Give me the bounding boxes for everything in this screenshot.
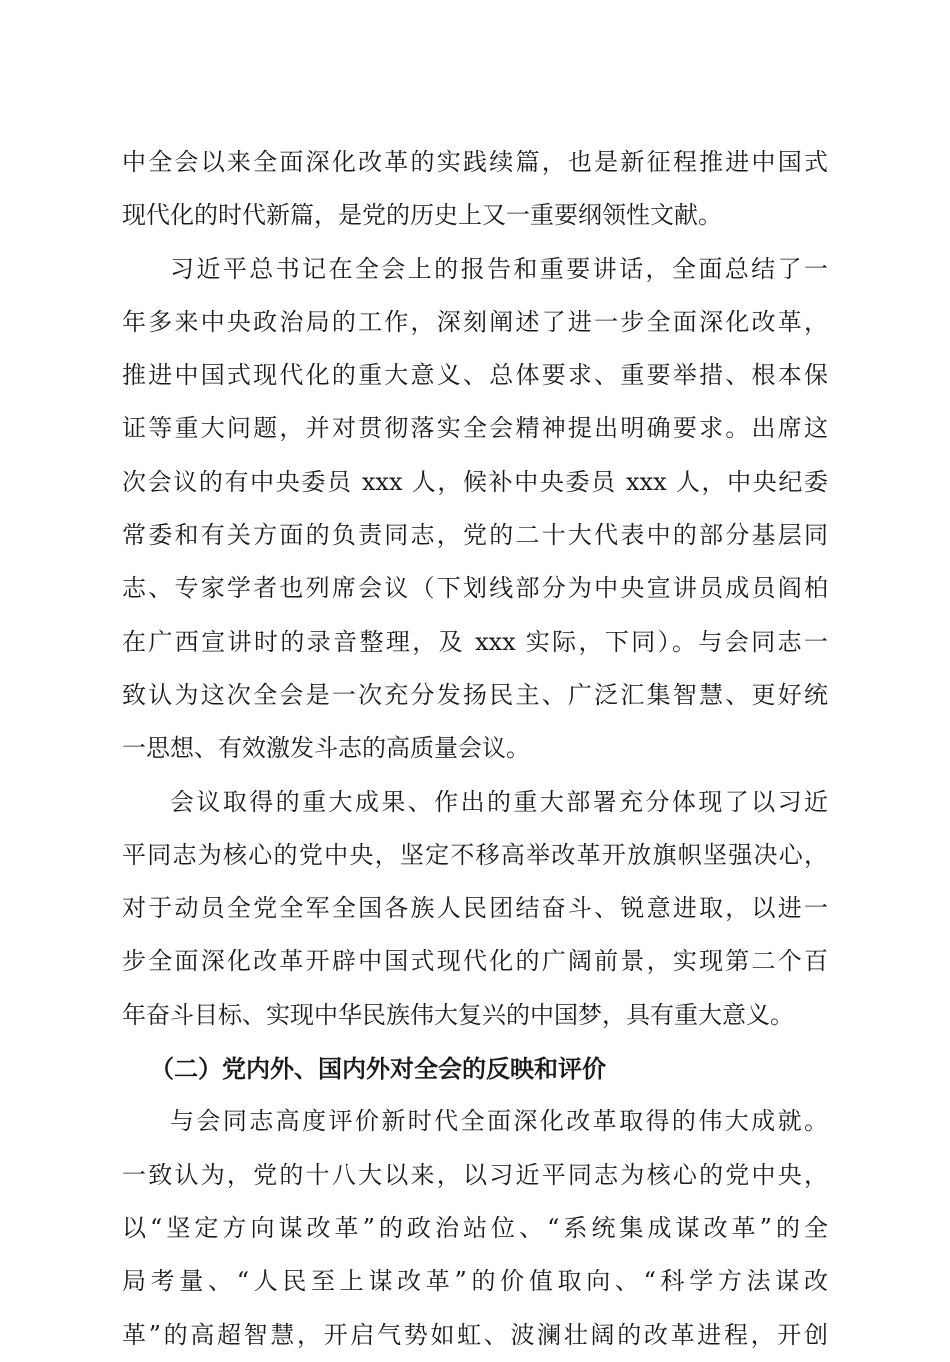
paragraph-line: 年奋斗目标、实现中华民族伟大复兴的中国梦，具有重大意义。 [122, 1000, 794, 1029]
paragraph-line: 革”的高超智慧，开启气势如虹、波澜壮阔的改革进程，开创 [122, 1320, 828, 1349]
paragraph-line: 年多来中央政治局的工作，深刻阐述了进一步全面深化改革， [122, 307, 828, 336]
paragraph-line: 一致认为，党的十八大以来，以习近平同志为核心的党中央， [122, 1160, 828, 1189]
paragraph-line: 现代化的时代新篇，是党的历史上又一重要纲领性文献。 [122, 201, 722, 230]
paragraph-line: 致认为这次全会是一次充分发扬民主、广泛汇集智慧、更好统 [122, 680, 828, 709]
paragraph-line: 推进中国式现代化的重大意义、总体要求、重要举措、根本保 [122, 361, 828, 390]
paragraph-line: 以“坚定方向谋改革”的政治站位、“系统集成谋改革”的全 [122, 1213, 828, 1242]
paragraph-line: 步全面深化改革开辟中国式现代化的广阔前景，实现第二个百 [122, 947, 828, 976]
paragraph-line: 中全会以来全面深化改革的实践续篇，也是新征程推进中国式 [122, 148, 828, 176]
paragraph-line: 证等重大问题，并对贯彻落实全会精神提出明确要求。出席这 [122, 414, 828, 443]
paragraph-line: 常委和有关方面的负责同志，党的二十大代表中的部分基层同 [122, 521, 828, 550]
paragraph-line: 习近平总书记在全会上的报告和重要讲话，全面总结了一 [170, 254, 828, 283]
paragraph-line: 次会议的有中央委员 xxx 人，候补中央委员 xxx 人，中央纪委 [122, 467, 828, 496]
paragraph-line: 局考量、“人民至上谋改革”的价值取向、“科学方法谋改 [122, 1267, 828, 1296]
paragraph-line: 对于动员全党全军全国各族人民团结奋斗、锐意进取，以进一 [122, 894, 828, 923]
paragraph-line: 志、专家学者也列席会议（下划线部分为中央宣讲员成员阎柏 [122, 574, 828, 603]
paragraph-line: 一思想、有效激发斗志的高质量会议。 [122, 734, 530, 763]
paragraph-line: 与会同志高度评价新时代全面深化改革取得的伟大成就。 [170, 1107, 828, 1136]
paragraph-line: 会议取得的重大成果、作出的重大部署充分体现了以习近 [170, 787, 828, 816]
paragraph-line: 平同志为核心的党中央，坚定不移高举改革开放旗帜坚强决心， [122, 840, 828, 869]
section-heading: （二）党内外、国内外对全会的反映和评价 [150, 1054, 606, 1084]
document-body [122, 136, 828, 1362]
paragraph-line: 在广西宣讲时的录音整理，及 xxx 实际，下同）。与会同志一 [122, 627, 828, 656]
